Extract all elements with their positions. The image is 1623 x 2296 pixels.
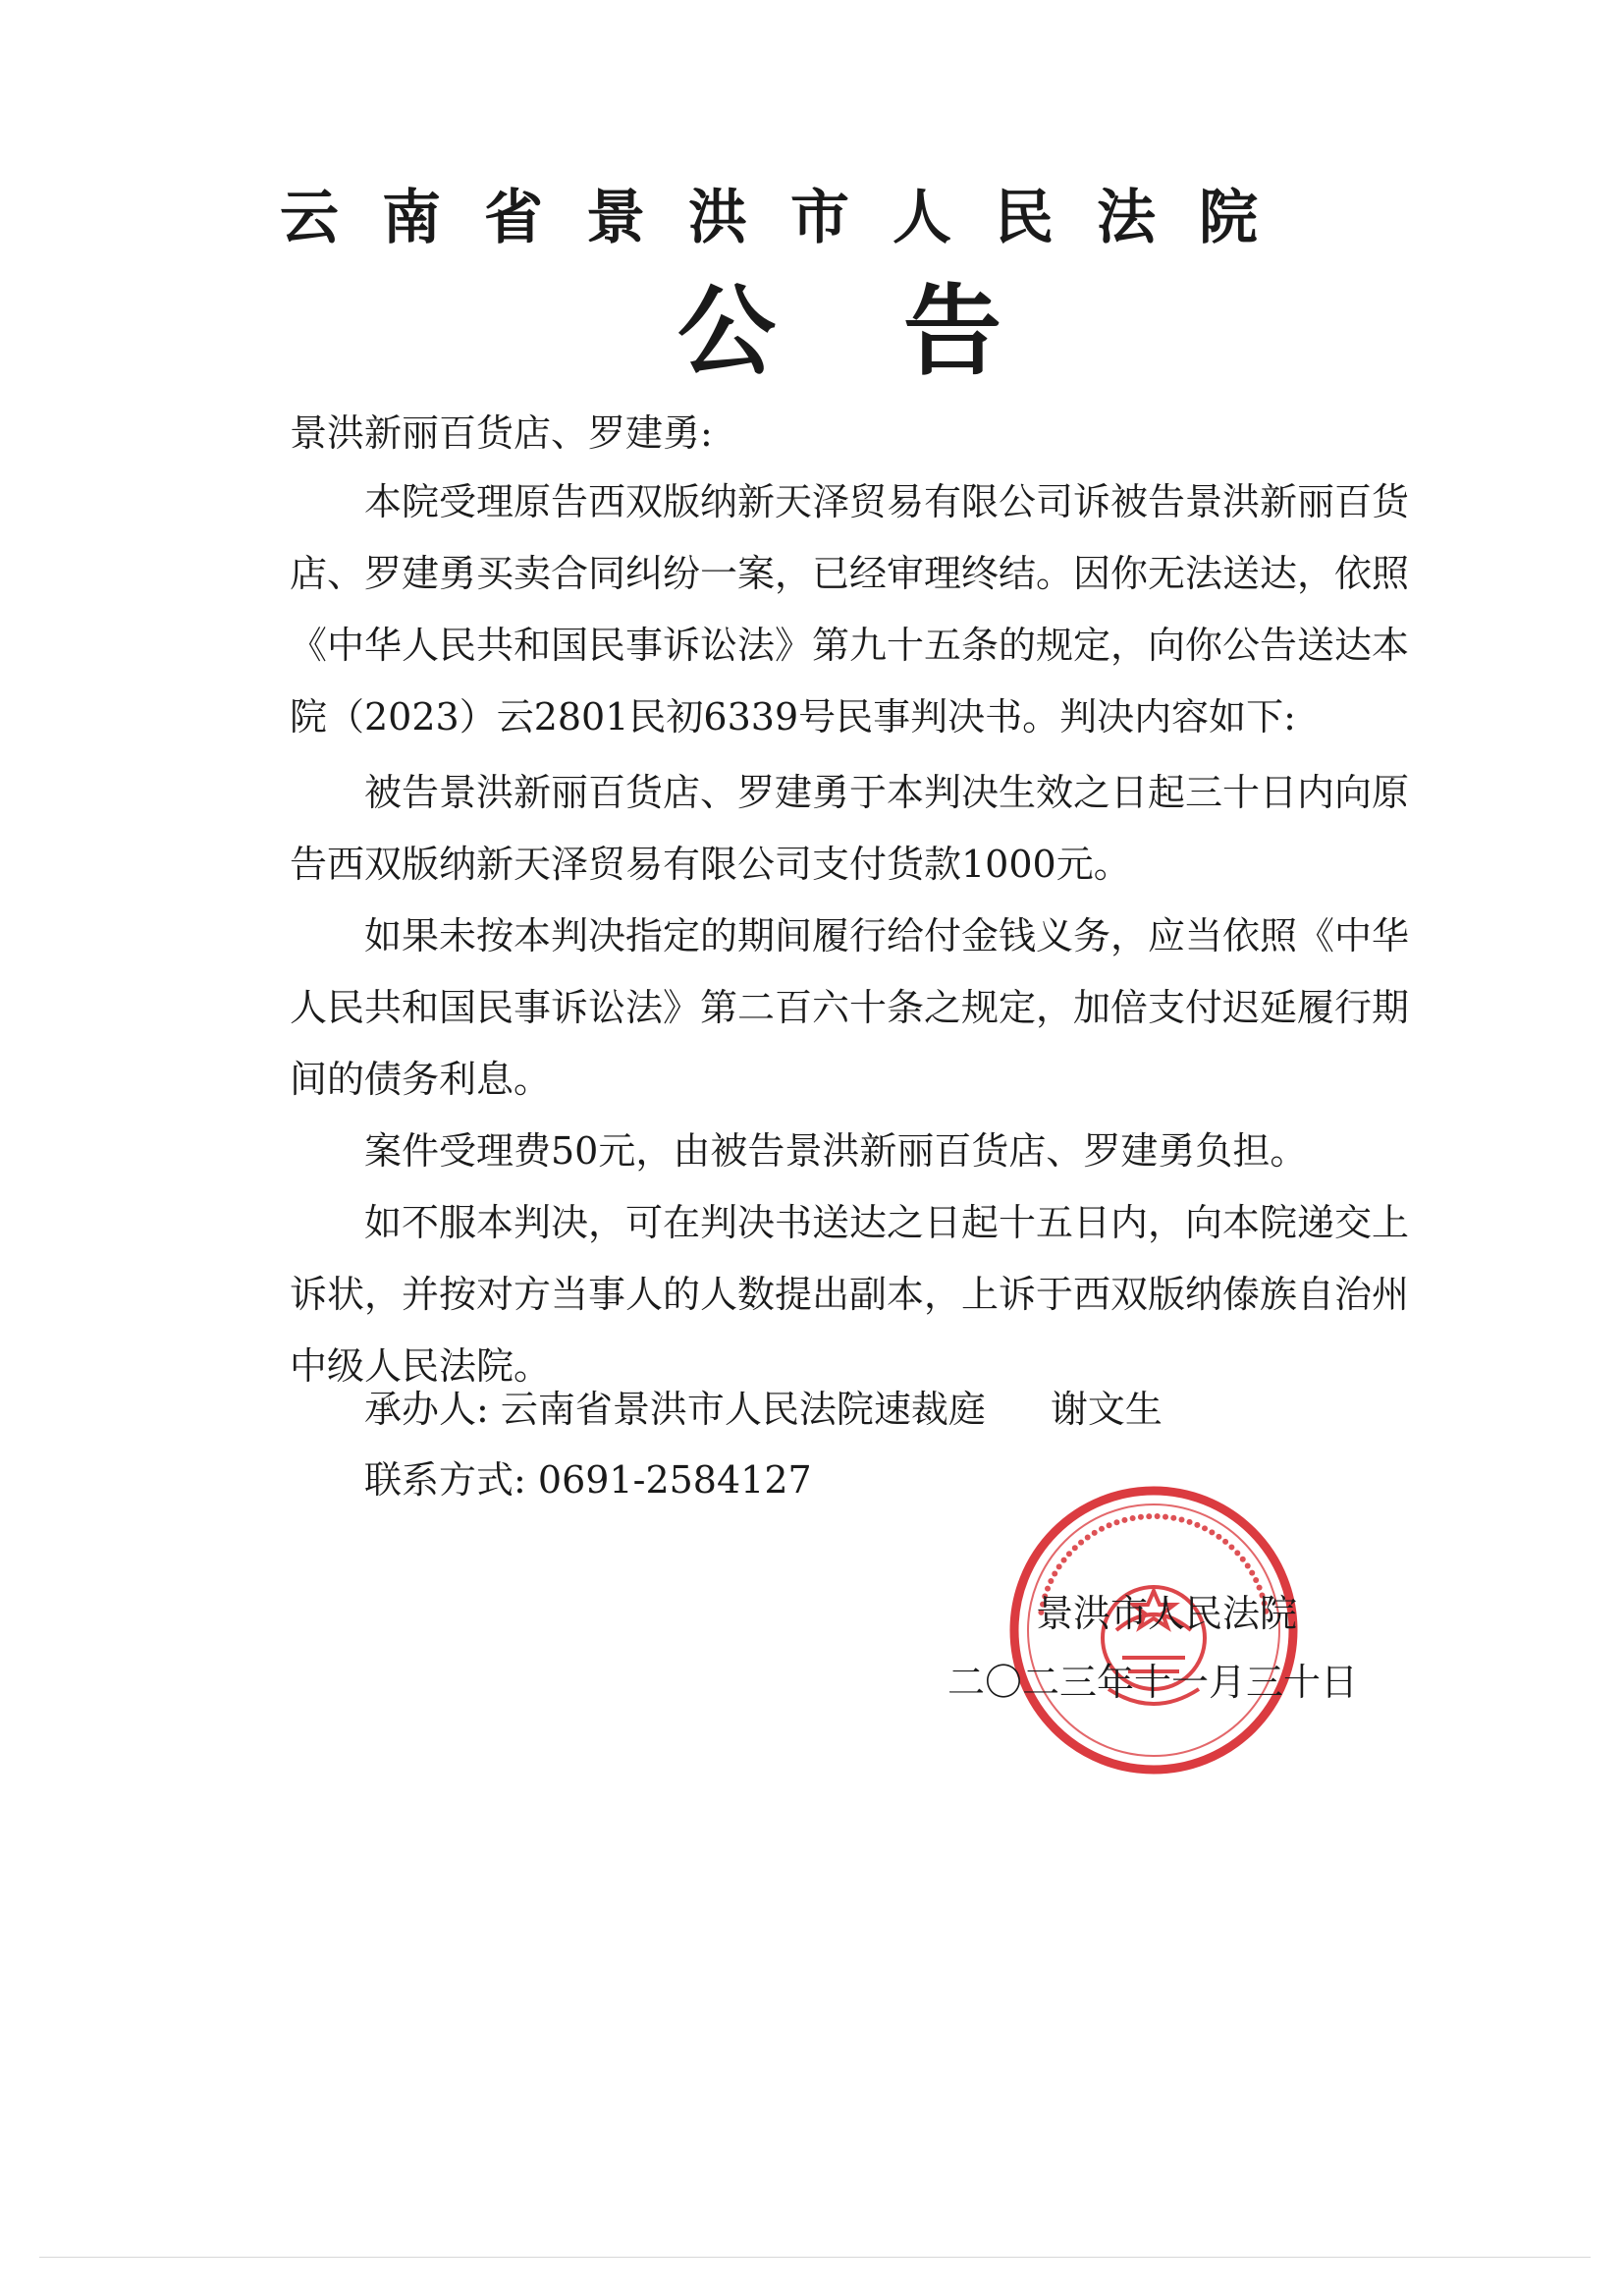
phone-label: 联系方式: bbox=[364, 1458, 526, 1502]
paragraph-judgment-payment: 被告景洪新丽百货店、罗建勇于本判决生效之日起三十日内向原告西双版纳新天泽贸易有限公司支付货款1000元。 bbox=[290, 771, 1410, 886]
paragraph-appeal: 如不服本判决，可在判决书送达之日起十五日内，向本院递交上诉状，并按对方当事人的人数提出副本，上诉于西双版纳傣族自治州中级人民法院。 bbox=[290, 1201, 1410, 1388]
signing-date: 二〇二三年十一月三十日 bbox=[947, 1661, 1359, 1704]
addressee: 景洪新丽百货店、罗建勇: bbox=[290, 411, 713, 455]
document-title: 公告 bbox=[677, 274, 1129, 389]
phone-line bbox=[364, 1455, 812, 1504]
paragraph-case-fee: 案件受理费50元，由被告景洪新丽百货店、罗建勇负担。 bbox=[364, 1129, 1308, 1173]
signing-court: 景洪市人民法院 bbox=[1036, 1592, 1298, 1635]
paragraph-case-intro: 本院受理原告西双版纳新天泽贸易有限公司诉被告景洪新丽百货店、罗建勇买卖合同纠纷一案，已经审理终结。因你无法送达，依照《中华人民共和国民事诉讼法》第九十五条的规定，向你公告送达本院（2023）云2801民初6339号民事判决书。判决内容如下: bbox=[290, 480, 1410, 738]
phone-number: 0691-2584127 bbox=[537, 1458, 812, 1502]
handler-unit: 云南省景洪市人民法院速裁庭 bbox=[500, 1388, 986, 1431]
handler-label: 承办人: bbox=[364, 1388, 489, 1431]
court-name: 云南省景洪市人民法院 bbox=[280, 184, 1301, 252]
notice-body bbox=[290, 466, 1409, 1402]
page-footer-rule bbox=[39, 2257, 1591, 2258]
paragraph-late-interest: 如果未按本判决指定的期间履行给付金钱义务，应当依照《中华人民共和国民事诉讼法》第二百六十条之规定，加倍支付迟延履行期间的债务利息。 bbox=[290, 914, 1410, 1101]
handler-line bbox=[364, 1385, 1163, 1434]
handler-name: 谢文生 bbox=[1050, 1388, 1163, 1431]
